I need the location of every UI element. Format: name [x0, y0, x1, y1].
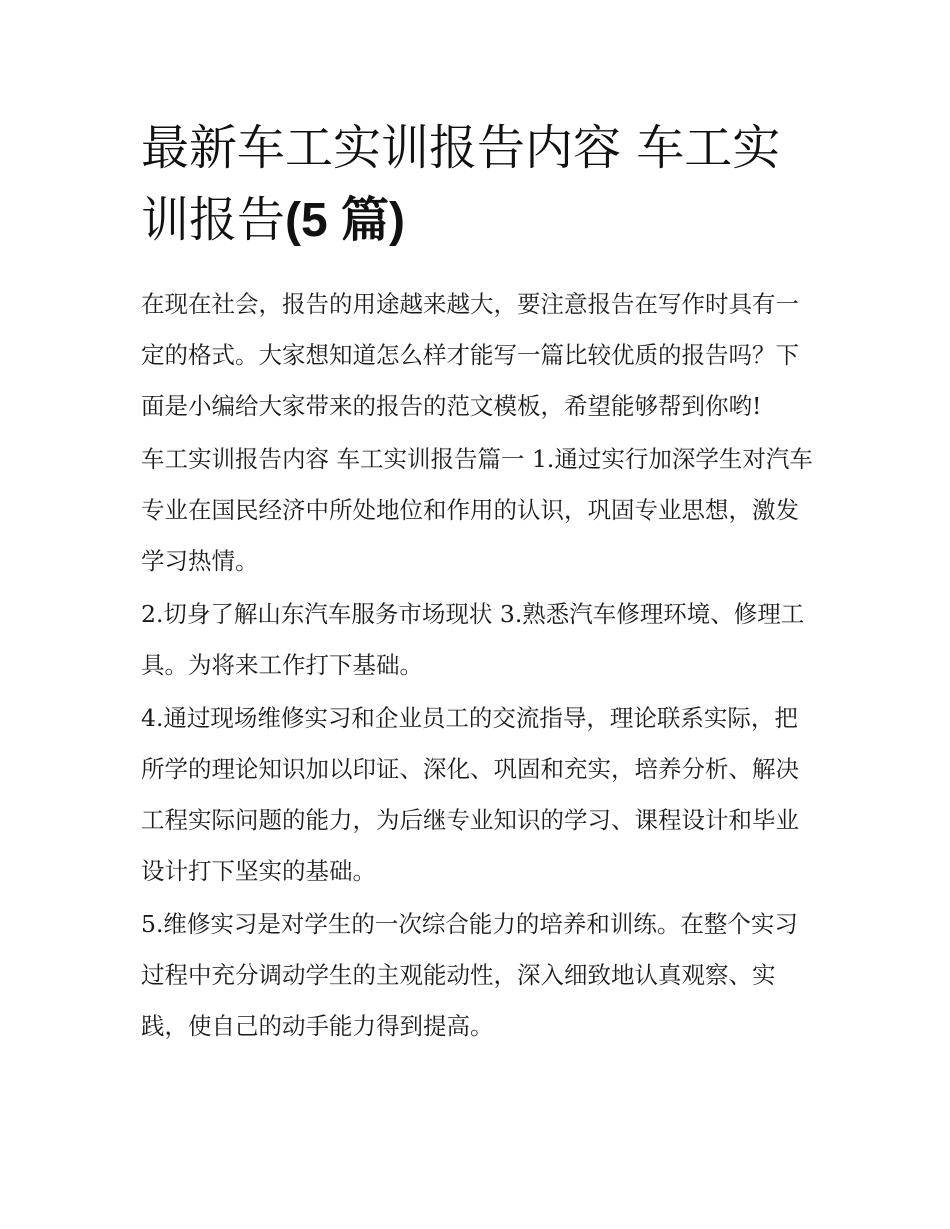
body-paragraph-5: 5.维修实习是对学生的一次综合能力的培养和训练。在整个实习过程中充分调动学生的主观能动性，深入细致地认真观察、实践，使自己的动手能力得到提高。 [141, 910, 798, 1040]
body-paragraph-4: 4.通过现场维修实习和企业员工的交流指导，理论联系实际，把所学的理论知识加以印证、深化、巩固和充实，培养分析、解决工程实际问题的能力，为后继专业知识的学习、课程设计和毕业设计打下坚实的基础。 [141, 704, 799, 885]
intro-paragraph: 在现在社会，报告的用途越来越大，要注意报告在写作时具有一定的格式。大家想知道怎么样才能写一篇比较优质的报告吗？下面是小编给大家带来的报告的范文模板，希望能够帮到你哟! [141, 290, 799, 420]
body-paragraph-1: 车工实训报告内容 车工实训报告篇一 1.通过实行加深学生对汽车专业在国民经济中所处地位和作用的认识，巩固专业思想，激发学习热情。 [141, 445, 813, 575]
document-title [141, 112, 821, 257]
document-title-count: (5 篇) [285, 194, 406, 247]
body-paragraph-2: 2.切身了解山东汽车服务市场现状 3.熟悉汽车修理环境、修理工具。为将来工作打下基础。 [141, 600, 805, 679]
document-title-text: 最新车工实训报告内容 车工实训报告 [141, 120, 781, 248]
document-page [141, 112, 821, 1052]
